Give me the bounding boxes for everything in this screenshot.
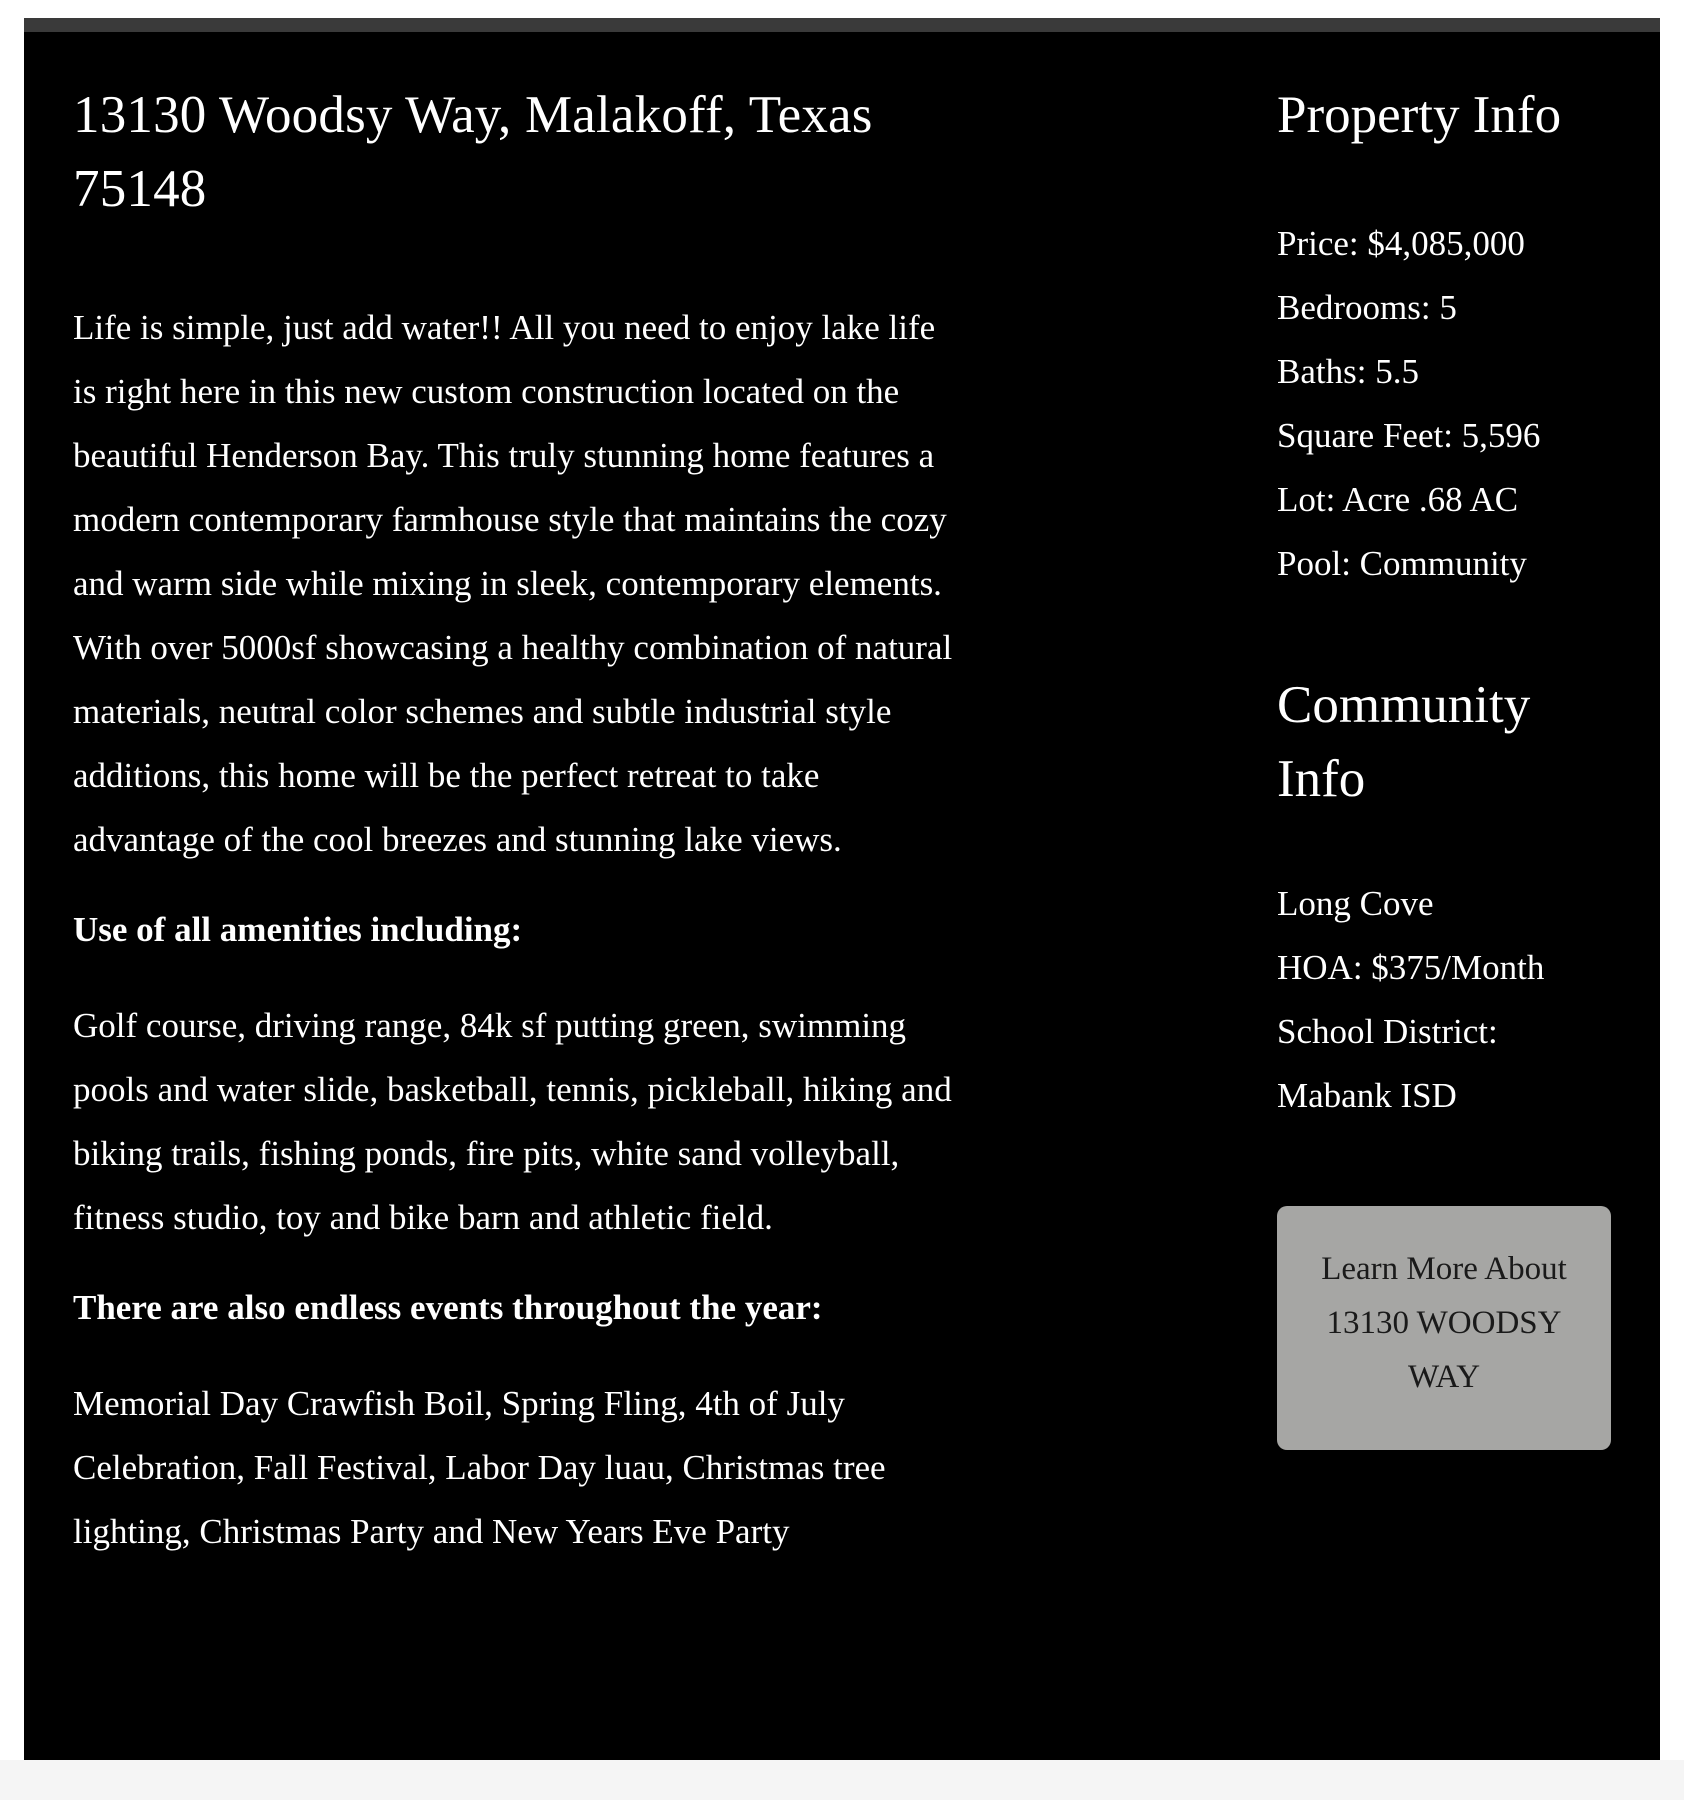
learn-more-button[interactable]: Learn More About 13130 WOODSY WAY: [1277, 1206, 1611, 1450]
property-info-bedrooms: Bedrooms: 5: [1277, 288, 1457, 327]
community-info-list: [1277, 872, 1617, 1128]
listing-address-title: 13130 Woodsy Way, Malakoff, Texas 75148: [73, 86, 873, 218]
amenities-heading: Use of all amenities including:: [73, 910, 523, 949]
property-info-baths: Baths: 5.5: [1277, 352, 1419, 391]
community-info-school-district: School District: Mabank ISD: [1277, 1012, 1498, 1115]
events-heading: There are also endless events throughout the year:: [73, 1288, 823, 1327]
listing-sidebar: [1277, 78, 1617, 1450]
property-info-list: [1277, 212, 1617, 596]
page-footer-strip: [0, 1760, 1684, 1800]
property-info-square-feet: Square Feet: 5,596: [1277, 416, 1541, 455]
community-info-heading: Community Info: [1277, 676, 1531, 808]
property-info-price: Price: $4,085,000: [1277, 224, 1525, 263]
amenities-text: Golf course, driving range, 84k sf putting green, swimming pools and water slide, basketball, tennis, pickleball, hiking and biking trails, fishing ponds, fire pits, white sand volleyball, fitness studio, toy and bike barn and athletic field.: [73, 1006, 952, 1237]
listing-description: Life is simple, just add water!! All you need to enjoy lake life is right here in this new custom construction located on the beautiful Henderson Bay. This truly stunning home features a modern contemporary farmhouse style that maintains the cozy and warm side while mixing in sleek, contemporary elements. With over 5000sf showcasing a healthy combination of natural materials, neutral color schemes and subtle industrial style additions, this home will be the perfect retreat to take advantage of the cool breezes and stunning lake views.: [73, 308, 953, 859]
community-info-name: Long Cove: [1277, 884, 1434, 923]
community-info-hoa: HOA: $375/Month: [1277, 948, 1545, 987]
events-text: Memorial Day Crawfish Boil, Spring Fling, 4th of July Celebration, Fall Festival, Labor Day luau, Christmas tree lighting, Christmas Party and New Years Eve Party: [73, 1384, 886, 1551]
listing-main-content: [73, 78, 953, 1564]
property-info-heading: Property Info: [1277, 86, 1562, 144]
property-info-lot: Lot: Acre .68 AC: [1277, 480, 1519, 519]
listing-panel: [24, 18, 1660, 1760]
property-info-pool: Pool: Community: [1277, 544, 1527, 583]
